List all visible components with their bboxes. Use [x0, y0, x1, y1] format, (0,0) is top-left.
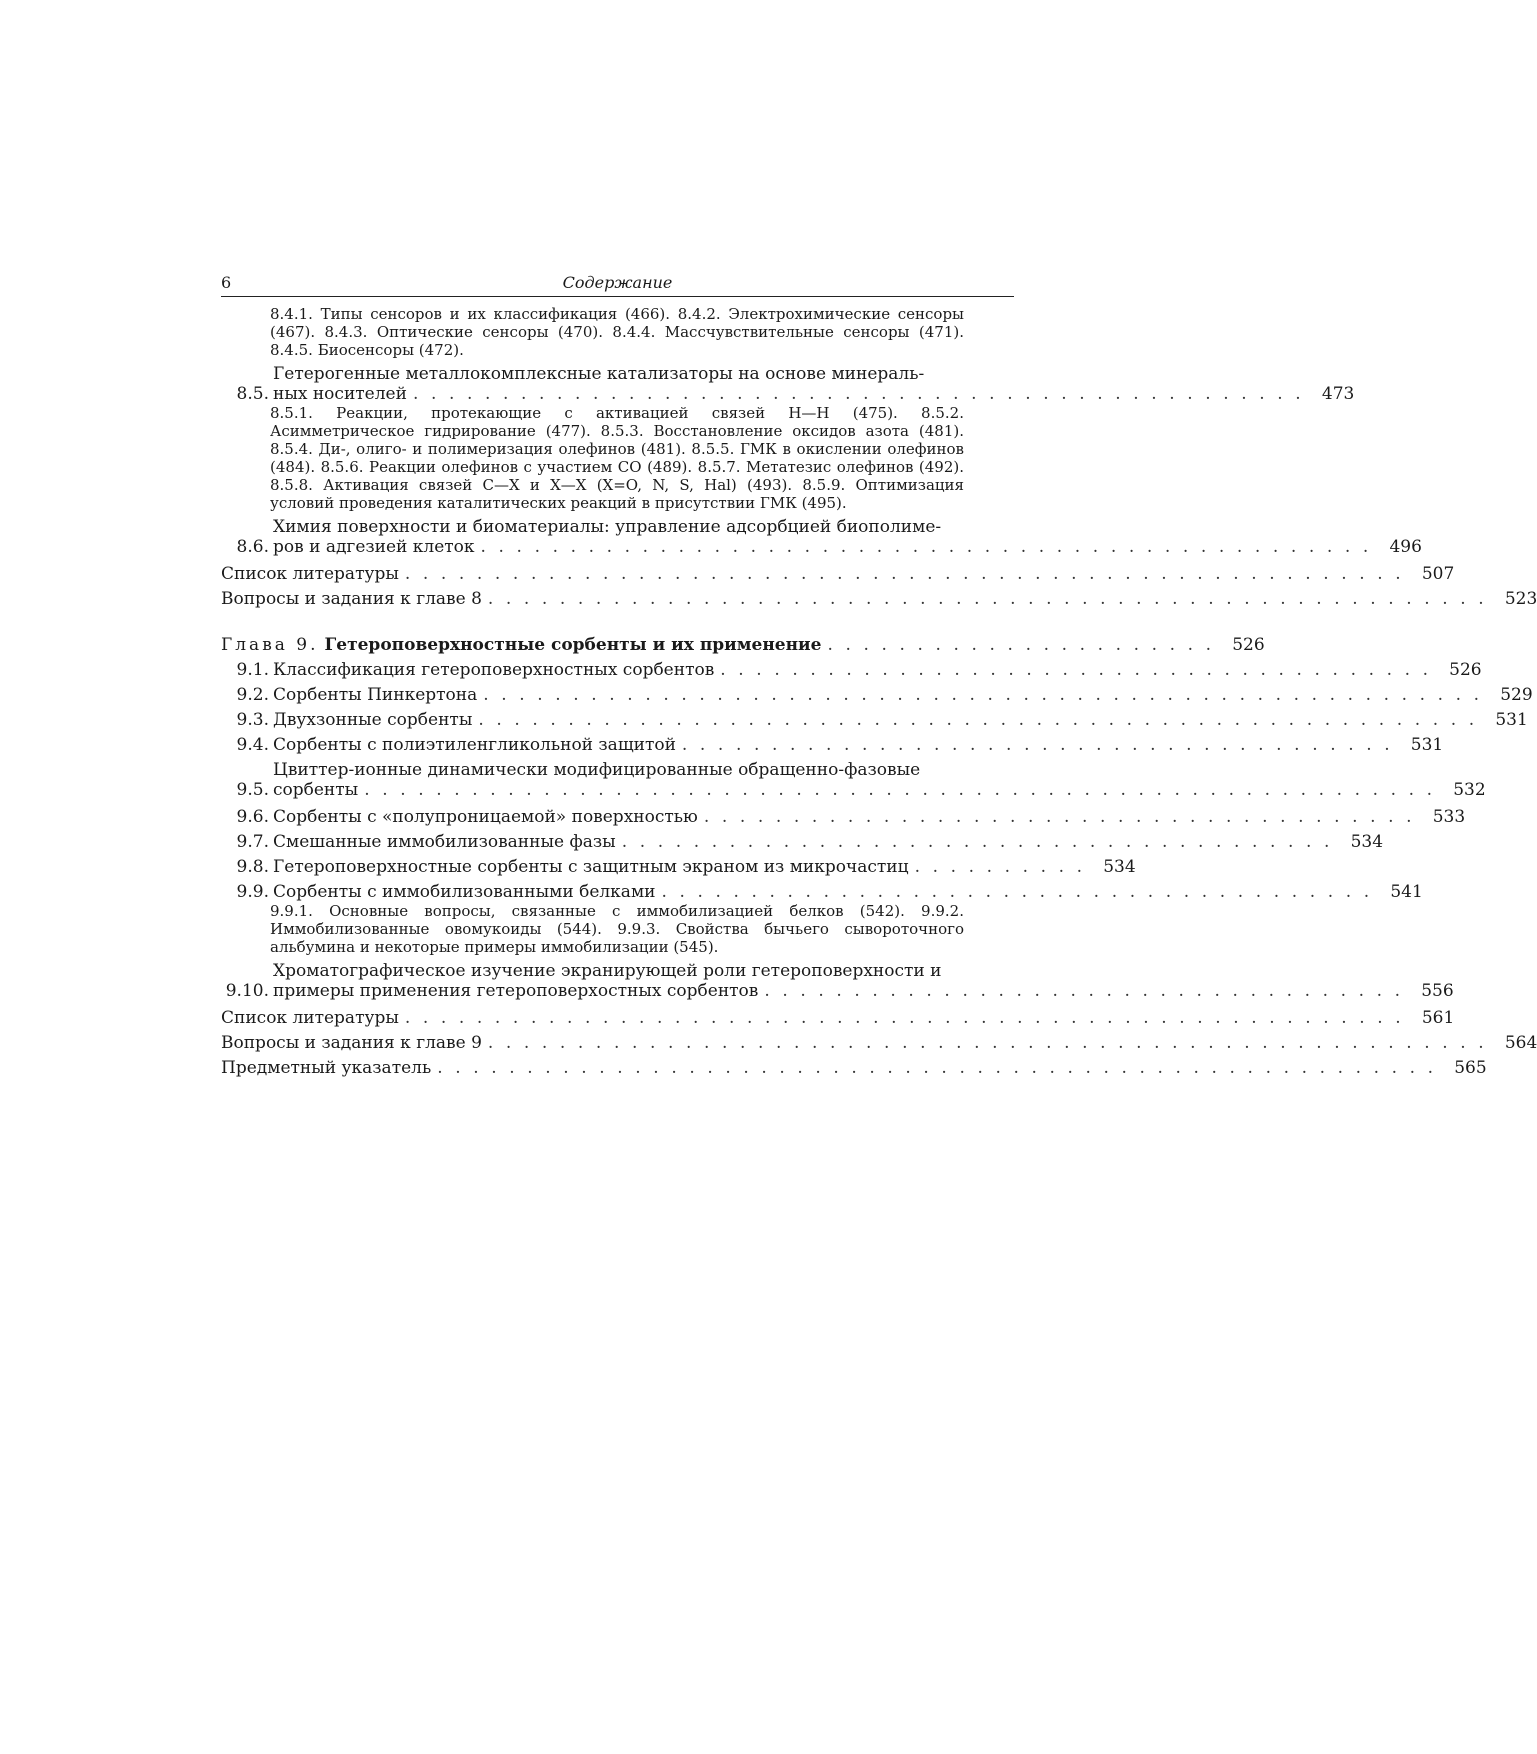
section-title-line1: Химия поверхности и биоматериалы: управление адсорбцией биополиме-: [273, 517, 942, 537]
toc-entry-subject-index[interactable]: [221, 1058, 1487, 1078]
subsection-list-8-5: 8.5.1. Реакции, протекающие с активацией связей H—H (475). 8.5.2. Асимметрическое гидрирование (477). 8.5.3. Восстановление оксидов азота (481). 8.5.4. Ди-, олиго- и полимеризация олефинов (481). 8.5.5. ГМК в окислении олефинов (484). 8.5.6. Реакции олефинов с участием CO (489). 8.5.7. Метатезис олефинов (492). 8.5.8. Активация связей C—X и X—X (X=O, N, S, Hal) (493). 8.5.9. Оптимизация условий проведения каталитических реакций в присутствии ГМК (495).: [270, 404, 964, 512]
leader-dots: . . . . . . . . . . . . . . . . . . . . . . . . . . . . . . . . . . . . . . . . . . . . . . . . . . . . . . . .: [478, 710, 1478, 730]
table-of-contents: [221, 305, 1537, 1078]
toc-entry-9-6[interactable]: [221, 807, 1466, 827]
leader-dots: . . . . . . . . . . . . . . . . . . . . . . . . . . . . . . . . . . . . . . . . . . . . . . . . . . . . . . . .: [437, 1058, 1437, 1078]
section-number: 9.2.: [236, 685, 269, 705]
entry-title: Список литературы: [221, 564, 399, 584]
leader-dots: . . . . . . . . . . . . . . . . . . . . . . . . . . . . . . . . . . . .: [764, 981, 1404, 1001]
section-number: 9.6.: [236, 807, 269, 827]
page-ref: 526: [1449, 660, 1482, 680]
chapter-title: Гетероповерхностные сорбенты и их применение: [324, 635, 822, 655]
leader-dots: . . . . . . . . . . . . . . . . . . . . . . . . . . . . . . . . . . . . . . . . . . . . . . . . . . . . . . . .: [487, 1033, 1488, 1053]
page-ref: 529: [1500, 685, 1533, 705]
toc-entry-9-8[interactable]: [221, 857, 1136, 877]
section-title-line2: сорбенты: [273, 780, 359, 800]
leader-dots: . . . . . . . . . . . . . . . . . . . . . . . . . . . . . . . . . . . . . . . . . . . . . . . . . . . . . . . . . . . .: [364, 780, 1436, 800]
section-title-line2: ров и адгезией клеток: [273, 537, 475, 557]
leader-dots: . . . . . . . . . . . . . . . . . . . . . . . . . . . . . . . . . . . . . . . .: [703, 807, 1416, 827]
section-number: 9.4.: [236, 735, 269, 755]
leader-dots: . . . . . . . . . . . . . . . . . . . . . . . . . . . . . . . . . . . . . . . . . . . . . . . . . . . . . . . .: [487, 589, 1488, 609]
section-number: 9.9.: [236, 882, 269, 902]
section-title: Сорбенты Пинкертона: [273, 685, 478, 705]
toc-entry-questions-ch8[interactable]: [221, 589, 1537, 609]
page-ref: 556: [1421, 981, 1454, 1001]
toc-entry-9-4[interactable]: [221, 735, 1444, 755]
toc-entry-chapter-9[interactable]: [221, 635, 1265, 655]
leader-dots: . . . . . . . . . . . . . . . . . . . . . . . . . . . . . . . . . . . . . . . . . . . . . . . . . .: [480, 537, 1372, 557]
toc-entry-questions-ch9[interactable]: [221, 1033, 1537, 1053]
toc-entry-9-9[interactable]: [221, 882, 1423, 902]
page-ref: 534: [1103, 857, 1136, 877]
page-ref: 561: [1421, 1008, 1455, 1028]
toc-entry-9-7[interactable]: [221, 832, 1384, 852]
section-number: 9.5.: [236, 780, 269, 800]
leader-dots: . . . . . . . . . . . . . . . . . . . . . . . . . . . . . . . . . . . . . . . .: [681, 735, 1394, 755]
page-ref: 507: [1421, 564, 1455, 584]
page-number: 6: [221, 273, 232, 292]
section-number: 9.8.: [236, 857, 269, 877]
entry-title: Вопросы и задания к главе 8: [221, 589, 482, 609]
leader-dots: . . . . . . . . . . . . . . . . . . . . . . . . . . . . . . . . . . . . . . . .: [661, 882, 1373, 902]
section-title: Двухзонные сорбенты: [273, 710, 473, 730]
toc-entry-8-6[interactable]: [221, 517, 1422, 557]
page-ref: 564: [1504, 1033, 1537, 1053]
section-title: Сорбенты с полиэтиленгликольной защитой: [273, 735, 676, 755]
leader-dots: . . . . . . . . . .: [914, 857, 1086, 877]
leader-dots: . . . . . . . . . . . . . . . . . . . . . . . . . . . . . . . . . . . . . . . . . . . . . . . . . .: [412, 384, 1305, 404]
section-number: 8.5.: [236, 384, 269, 404]
leader-dots: . . . . . . . . . . . . . . . . . . . . . . . . . . . . . . . . . . . . . . . . . . . . . . . . . . . . . . . .: [483, 685, 1483, 705]
running-head: [221, 270, 1014, 297]
toc-entry-references-ch8[interactable]: [221, 564, 1455, 584]
page-ref: 533: [1432, 807, 1466, 827]
toc-entry-9-1[interactable]: [221, 660, 1482, 680]
section-number: 9.3.: [236, 710, 269, 730]
page-ref: 565: [1454, 1058, 1487, 1078]
page-ref: 541: [1390, 882, 1423, 902]
toc-page: [221, 270, 1537, 1078]
leader-dots: . . . . . . . . . . . . . . . . . . . . . .: [827, 635, 1215, 655]
page-ref: 496: [1389, 537, 1422, 557]
subsection-list-9-9: 9.9.1. Основные вопросы, связанные с иммобилизацией белков (542). 9.9.2. Иммобилизованные овомукоиды (544). 9.9.3. Свойства бычьего сывороточного альбумина и некоторые примеры иммобилизации (545).: [270, 902, 964, 956]
leader-dots: . . . . . . . . . . . . . . . . . . . . . . . . . . . . . . . . . . . . . . . . . . . . . . . . . . . . . . . .: [404, 564, 1405, 584]
leader-dots: . . . . . . . . . . . . . . . . . . . . . . . . . . . . . . . . . . . . . . . .: [720, 660, 1432, 680]
section-number: 9.10.: [225, 981, 269, 1001]
toc-entry-9-3[interactable]: [221, 710, 1528, 730]
running-title: Содержание: [562, 273, 673, 292]
page-ref: 534: [1350, 832, 1384, 852]
leader-dots: . . . . . . . . . . . . . . . . . . . . . . . . . . . . . . . . . . . . . . . . . . . . . . . . . . . . . . . .: [404, 1008, 1405, 1028]
section-title: Смешанные иммобилизованные фазы: [273, 832, 616, 852]
page-ref: 473: [1321, 384, 1355, 404]
section-title: Классификация гетероповерхностных сорбентов: [273, 660, 715, 680]
page-ref: 532: [1453, 780, 1486, 800]
chapter-label: Глава 9.: [221, 635, 319, 655]
toc-entry-9-5[interactable]: [221, 760, 1486, 800]
section-title-line2: примеры применения гетероповерхостных сорбентов: [273, 981, 759, 1001]
page-ref: 531: [1495, 710, 1528, 730]
section-title-line1: Гетерогенные металлокомплексные катализаторы на основе минераль-: [273, 364, 925, 384]
subsection-list-8-4: 8.4.1. Типы сенсоров и их классификация (466). 8.4.2. Электрохимические сенсоры (467). 8.4.3. Оптические сенсоры (470). 8.4.4. Массчувствительные сенсоры (471). 8.4.5. Биосенсоры (472).: [270, 305, 964, 359]
section-title-line1: Цвиттер-ионные динамически модифицированные обращенно-фазовые: [273, 760, 921, 780]
entry-title: Предметный указатель: [221, 1058, 432, 1078]
section-number: 9.7.: [236, 832, 269, 852]
page-ref: 523: [1504, 589, 1537, 609]
section-title-line2: ных носителей: [273, 384, 407, 404]
section-number: 8.6.: [236, 537, 269, 557]
section-title: Гетероповерхностные сорбенты с защитным экраном из микрочастиц: [273, 857, 909, 877]
toc-entry-references-ch9[interactable]: [221, 1008, 1455, 1028]
toc-entry-9-10[interactable]: [221, 961, 1454, 1001]
entry-title: Вопросы и задания к главе 9: [221, 1033, 482, 1053]
toc-entry-9-2[interactable]: [221, 685, 1533, 705]
leader-dots: . . . . . . . . . . . . . . . . . . . . . . . . . . . . . . . . . . . . . . . .: [621, 832, 1334, 852]
section-title: Сорбенты с «полупроницаемой» поверхностью: [273, 807, 698, 827]
toc-entry-8-5[interactable]: [221, 364, 1355, 404]
entry-title: Список литературы: [221, 1008, 399, 1028]
section-title: Сорбенты с иммобилизованными белками: [273, 882, 656, 902]
section-title-line1: Хроматографическое изучение экранирующей роли гетероповерхности и: [273, 961, 942, 981]
page-ref: 526: [1232, 635, 1265, 655]
section-number: 9.1.: [236, 660, 269, 680]
page-ref: 531: [1410, 735, 1444, 755]
